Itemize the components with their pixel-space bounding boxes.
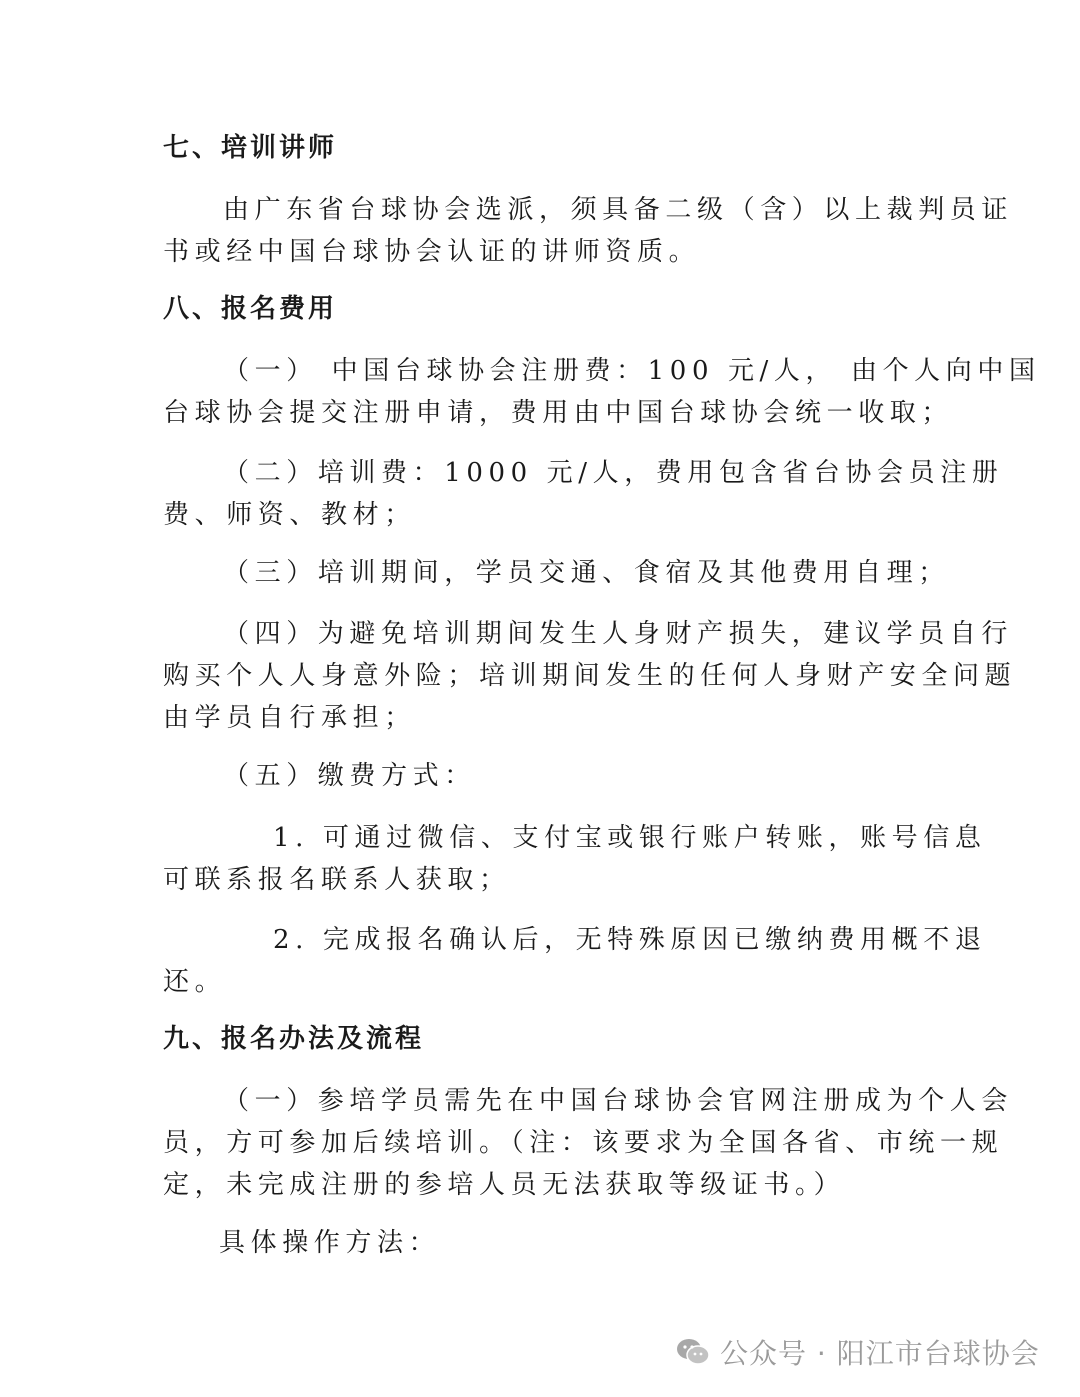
section-8-item-1: （一） 中国台球协会注册费：100 元/人， 由个人向中国 bbox=[223, 356, 1041, 386]
section-8-item-5: （五）缴费方式： bbox=[223, 761, 476, 791]
section-7-title: 七、培训讲师 bbox=[163, 133, 338, 163]
wechat-icon bbox=[676, 1337, 710, 1367]
section-9-item-1: 员，方可参加后续培训。（注：该要求为全国各省、市统一规 bbox=[163, 1128, 1004, 1158]
section-8-item-4: 购买个人人身意外险；培训期间发生的任何人身财产安全问题 bbox=[163, 661, 1017, 691]
section-8-payment-1: 可联系报名联系人获取； bbox=[163, 865, 511, 895]
section-8-item-4: 由学员自行承担； bbox=[163, 703, 416, 733]
section-8-item-2: （二）培训费：1000 元/人，费用包含省台协会员注册 bbox=[223, 458, 1004, 488]
section-8-payment-2: 还。 bbox=[163, 967, 227, 997]
section-8-item-2: 费、师资、教材； bbox=[163, 500, 416, 530]
section-8-payment-2: 2. 完成报名确认后，无特殊原因已缴纳费用概不退 bbox=[273, 925, 987, 955]
section-8-item-3: （三）培训期间，学员交通、食宿及其他费用自理； bbox=[223, 558, 950, 588]
section-8-payment-1: 1. 可通过微信、支付宝或银行账户转账，账号信息 bbox=[273, 823, 987, 853]
section-9-item-1: （一）参培学员需先在中国台球协会官网注册成为个人会 bbox=[223, 1086, 1014, 1116]
section-9-method-label: 具体操作方法： bbox=[219, 1228, 441, 1258]
section-8-title: 八、报名费用 bbox=[163, 294, 338, 324]
watermark-text: 公众号 · 阳江市台球协会 bbox=[720, 1337, 1040, 1370]
section-7-paragraph: 由广东省台球协会选派，须具备二级（含）以上裁判员证 bbox=[223, 195, 1014, 225]
watermark bbox=[676, 1332, 1040, 1372]
section-7-paragraph: 书或经中国台球协会认证的讲师资质。 bbox=[163, 237, 701, 267]
section-8-item-1: 台球协会提交注册申请，费用由中国台球协会统一收取； bbox=[163, 398, 954, 428]
section-9-title: 九、报名办法及流程 bbox=[163, 1024, 425, 1054]
section-9-item-1: 定，未完成注册的参培人员无法获取等级证书。） bbox=[163, 1170, 846, 1200]
section-8-item-4: （四）为避免培训期间发生人身财产损失，建议学员自行 bbox=[223, 619, 1014, 649]
